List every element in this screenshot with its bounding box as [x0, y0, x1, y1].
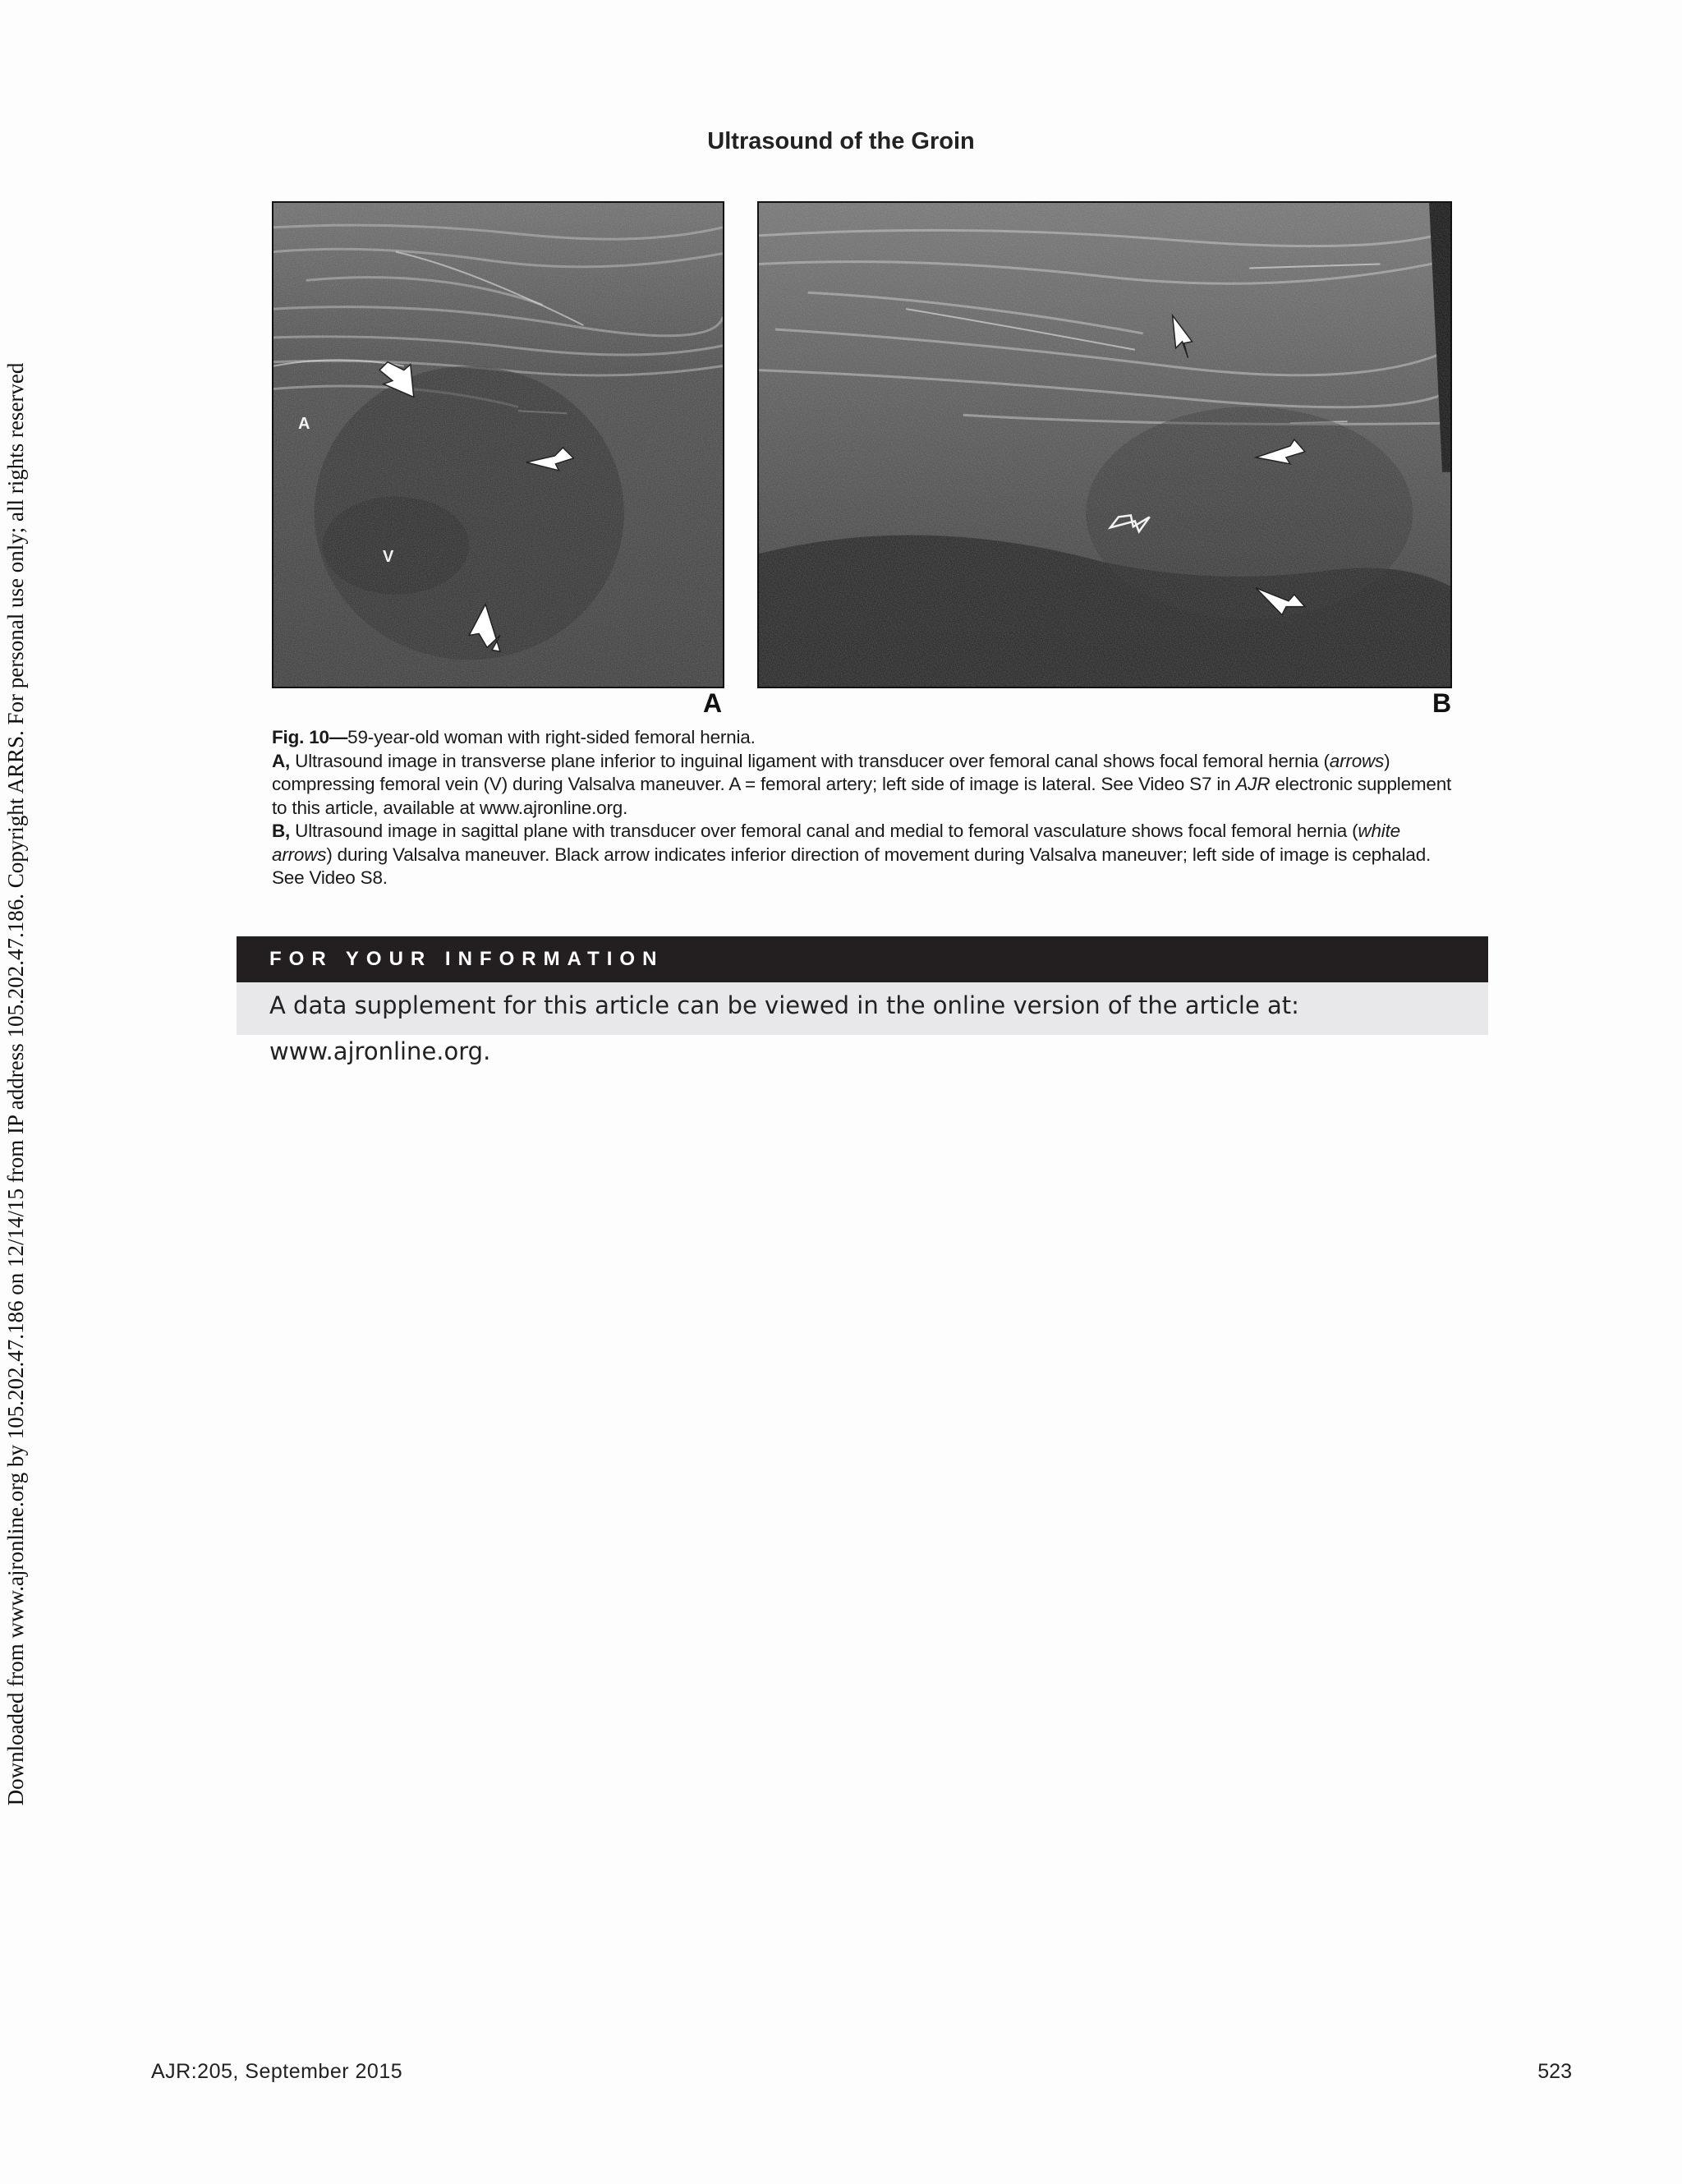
vein-label: V — [383, 548, 394, 566]
figure-caption — [272, 726, 1455, 890]
download-notice: Downloaded from www.ajronline.org by 105.202.47.186 on 12/14/15 from IP address 105.202.47.186. Copyright ARRS. For personal use only; all rights reserved — [3, 362, 28, 1806]
panel-label-b: B — [1432, 688, 1452, 718]
artery-label: A — [298, 415, 310, 433]
running-head: Ultrasound of the Groin — [707, 128, 975, 154]
page-number: 523 — [1537, 2060, 1572, 2083]
journal-citation: AJR:205, September 2015 — [151, 2060, 403, 2083]
caption-part-a: A, Ultrasound image in transverse plane inferior to inguinal ligament with transducer over femoral canal shows focal femoral hernia (arrows) compressing femoral vein (V) during Valsalva maneuver. A = femoral artery; left side of image is lateral. See Video S7 in AJR electronic supplement to this article, available at www.ajronline.org. — [272, 750, 1452, 818]
ultrasound-image-b — [757, 201, 1452, 688]
info-box-heading: FOR YOUR INFORMATION — [237, 936, 1488, 982]
info-box-body: A data supplement for this article can be viewed in the online version of the article at: www.ajronline.org. — [237, 982, 1488, 1035]
ultrasound-image-a — [272, 201, 724, 688]
caption-title: Fig. 10—59-year-old woman with right-sided femoral hernia. — [272, 727, 756, 747]
caption-part-b: B, Ultrasound image in sagittal plane with transducer over femoral canal and medial to femoral vasculature shows focal femoral hernia (white arrows) during Valsalva maneuver. Black arrow indicates inferior direction of movement during Valsalva maneuver; left side of image is cephalad. See Video S8. — [272, 821, 1432, 888]
panel-label-a: A — [703, 688, 723, 718]
